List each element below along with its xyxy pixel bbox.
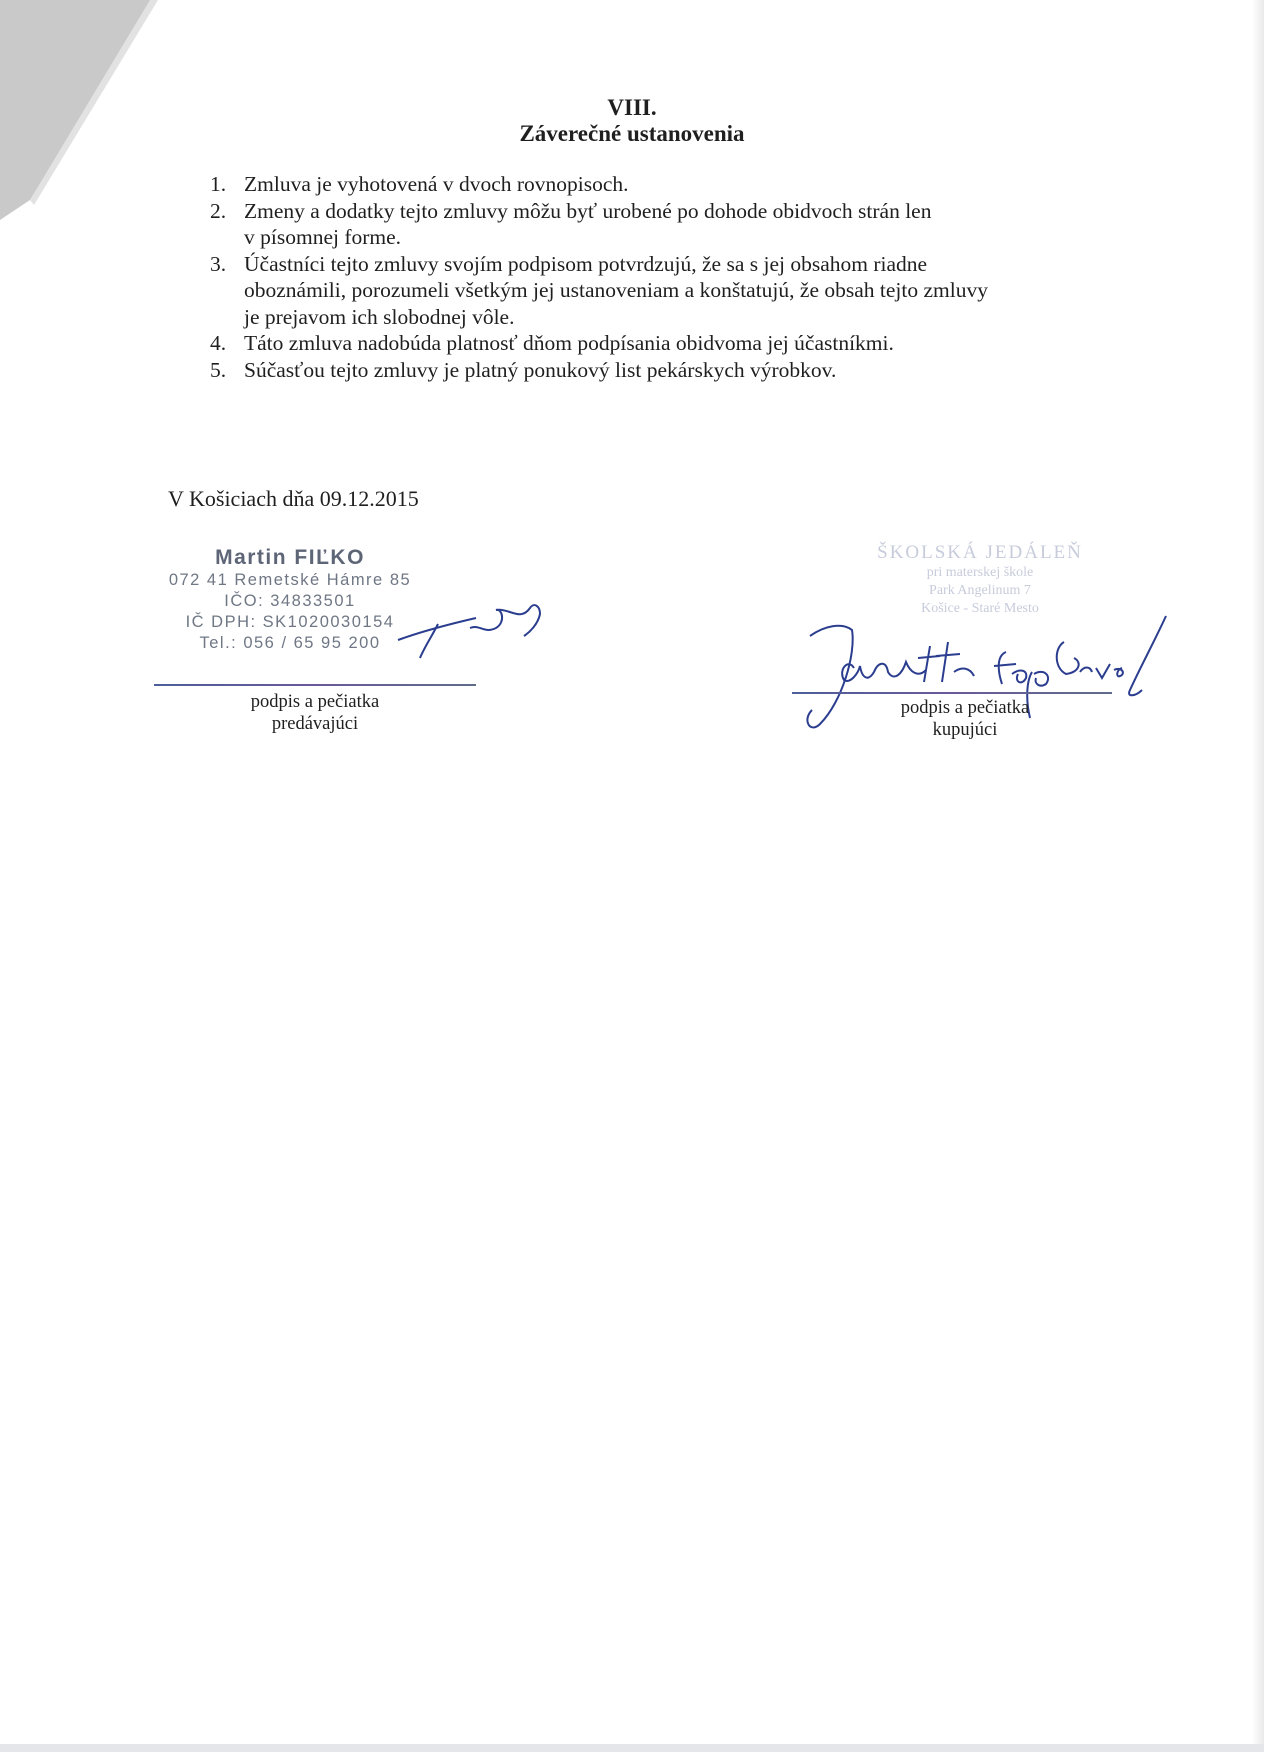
clause-item (200, 198, 1120, 251)
seller-signature (380, 588, 560, 663)
clause-line: v písomnej forme. (244, 225, 402, 249)
buyer-stamp-line: Košice - Staré Mesto (921, 601, 1039, 616)
clause-line: Účastníci tejto zmluvy svojím podpisom potvrdzujú, že sa s jej obsahom riadne (244, 251, 928, 276)
clause-line: oboznámili, porozumeli všetkým jej ustanoveniam a konštatujú, že obsah tejto zmluvy (244, 278, 988, 302)
buyer-stamp-line: pri materskej škole (926, 565, 1034, 580)
seller-stamp-name: Martin FIĽKO (215, 546, 365, 569)
seller-stamp-ic-dph: IČ DPH: SK1020030154 (185, 613, 395, 631)
buyer-stamp-name: ŠKOLSKÁ JEDÁLEŇ (877, 542, 1083, 563)
clause-list (200, 171, 1120, 383)
clause-item (200, 251, 1120, 331)
seller-stamp-address: 072 41 Remetské Hámre 85 (168, 571, 412, 589)
section-number: VIII. (607, 95, 657, 120)
clause-number: 4. (210, 331, 227, 355)
place-and-date: V Košiciach dňa 09.12.2015 (168, 486, 419, 511)
seller-stamp-ico: IČO: 34833501 (224, 592, 356, 610)
clause-number: 3. (210, 251, 227, 276)
clause-line: Zmeny a dodatky tejto zmluvy môžu byť urobené po dohode obidvoch strán len (244, 198, 932, 223)
clause-line: je prejavom ich slobodnej vôle. (244, 304, 515, 329)
clause-number: 5. (210, 357, 227, 382)
buyer-signature-line (792, 692, 1112, 694)
seller-stamp-tel: Tel.: 056 / 65 95 200 (199, 634, 381, 652)
clause-number: 2. (210, 198, 227, 223)
clause-item (200, 330, 1120, 357)
section-title: Záverečné ustanovenia (519, 121, 745, 146)
scan-right-edge (1252, 0, 1264, 1752)
clause-item (200, 171, 1120, 198)
seller-caption (154, 691, 476, 735)
clause-line: Zmluva je vyhotovená v dvoch rovnopisoch. (244, 172, 629, 196)
clause-line: Súčasťou tejto zmluvy je platný ponukový list pekárskych výrobkov. (244, 357, 837, 382)
seller-caption-role: predávajúci (271, 714, 359, 734)
scan-bottom-edge (0, 1744, 1264, 1752)
clause-item (200, 357, 1120, 384)
clause-number: 1. (210, 172, 227, 196)
seller-signature-line (154, 684, 476, 686)
clause-line: Táto zmluva nadobúda platnosť dňom podpísania obidvoma jej účastníkmi. (244, 331, 894, 355)
buyer-caption-line: podpis a pečiatka (900, 698, 1030, 718)
buyer-stamp-line: Park Angelinum 7 (929, 583, 1031, 598)
seller-caption-line: podpis a pečiatka (250, 692, 380, 712)
buyer-caption (820, 697, 1110, 741)
buyer-caption-role: kupujúci (932, 720, 998, 740)
buyer-stamp (850, 542, 1110, 618)
